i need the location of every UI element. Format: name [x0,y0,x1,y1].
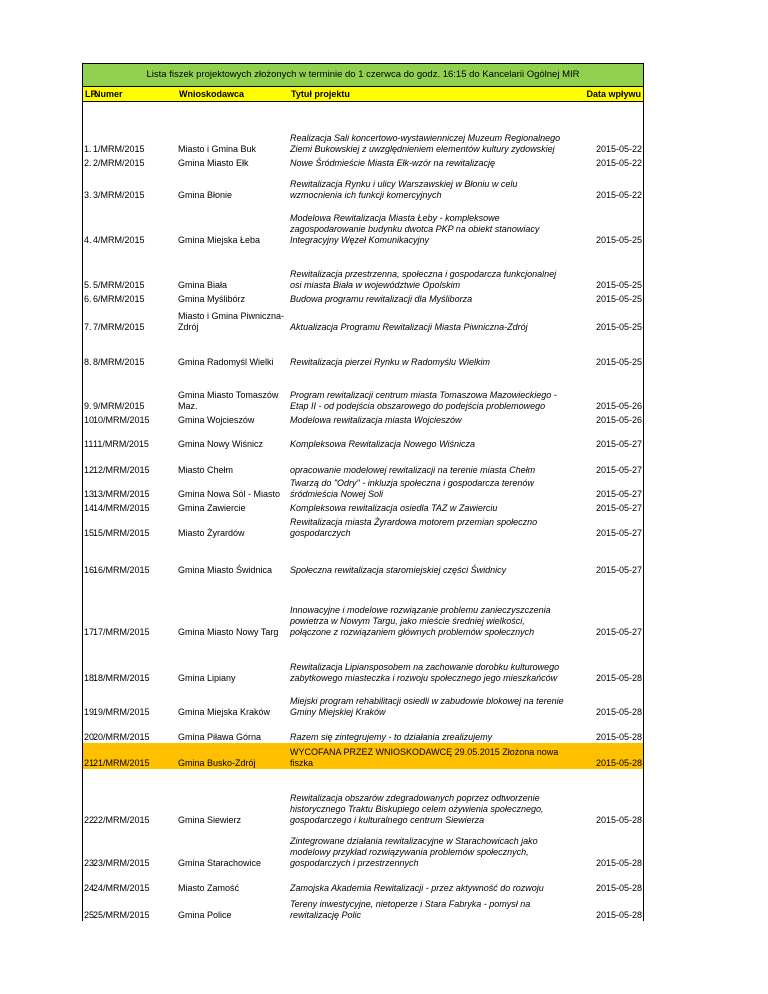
cell-data: 2015-05-25 [595,357,642,367]
cell-numer: 4/MRM/2015 [93,235,145,245]
cell-lp: 19. [84,707,97,717]
table-row [82,201,644,246]
cell-numer: 16/MRM/2015 [93,565,150,575]
cell-wnioskodawca: Gmina Miasto Nowy Targ [178,627,279,637]
table-row [82,426,644,450]
table-row [82,101,644,155]
cell-numer: 8/MRM/2015 [93,357,145,367]
cell-tytul: Twarzą do "Odry" - inkluzja społeczna i gospodarcza terenów śródmieścia Nowej Soli [290,478,534,499]
cell-data: 2015-05-25 [595,280,642,290]
table-row [82,743,644,769]
cell-wnioskodawca: Gmina Nowa Sól - Miasto [178,489,281,499]
cell-lp: 8. [84,357,92,367]
table-row [82,869,644,894]
cell-tytul: Kompleksowa Rewitalizacja Nowego Wiśnicza [290,439,475,449]
cell-tytul: Miejski program rehabilitacji osiedli w zabudowie blokowej na terenie Gminy Miejskiej Kraków [290,696,564,717]
cell-data: 2015-05-26 [595,401,642,411]
cell-lp: 10. [84,415,97,425]
table-row [82,826,644,869]
cell-data: 2015-05-26 [595,415,642,425]
cell-numer: 15/MRM/2015 [93,528,150,538]
header-data: Data wpływu [586,89,641,99]
cell-data: 2015-05-22 [595,144,642,154]
cell-lp: 3. [84,190,92,200]
cell-tytul: Rewitalizacja obszarów zdegradowanych poprzez odtworzenie historycznego Traktu Biskupiego celem ożywienia społecznego, gospodarczego i kulturalnego centrum Siewierza [290,793,544,825]
cell-data: 2015-05-25 [595,235,642,245]
cell-data: 2015-05-28 [595,815,642,825]
header-wnioskodawca: Wnioskodawca [179,89,245,99]
cell-wnioskodawca: Gmina Miasto Tomaszów Maz. [178,390,279,411]
cell-lp: 7. [84,322,92,332]
header-tytul: Tytuł projektu [291,89,350,99]
cell-data: 2015-05-22 [595,158,642,168]
cell-tytul: Modelowa rewitalizacja miasta Wojcieszów [290,415,462,425]
cell-lp: 6. [84,294,92,304]
cell-tytul: Realizacja Sali koncertowo-wystawienniczej Muzeum Regionalnego Ziemi Bukowskiej z uwzględnieniem elementów kultury zydowskiej [290,133,561,154]
cell-lp: 25. [84,910,97,920]
table-row [82,514,644,539]
cell-tytul: Rewitalizacja przestrzenna, społeczna i gospodarcza funkcjonalnej osi miasta Biała w województwie Opolskim [290,269,557,290]
cell-data: 2015-05-25 [595,322,642,332]
cell-numer: 20/MRM/2015 [93,732,150,742]
cell-lp: 21. [84,758,97,768]
cell-wnioskodawca: Gmina Miasto Świdnica [178,565,273,575]
cell-wnioskodawca: Gmina Miejska Łeba [178,235,261,245]
table-row [82,412,644,426]
table-row [82,368,644,412]
cell-lp: 23. [84,858,97,868]
cell-wnioskodawca: Miasto i Gmina Buk [178,144,257,154]
cell-wnioskodawca: Gmina Lipiany [178,673,236,683]
cell-wnioskodawca: Miasto Chełm [178,465,234,475]
cell-tytul: Rewitalizacja miasta Żyrardowa motorem przemian społeczno gospodarczych [290,517,538,538]
cell-data: 2015-05-27 [595,503,642,513]
cell-numer: 11/MRM/2015 [93,439,149,449]
cell-data: 2015-05-28 [595,858,642,868]
cell-data: 2015-05-28 [595,673,642,683]
cell-wnioskodawca: Gmina Nowy Wiśnicz [178,439,264,449]
cell-lp: 1. [84,144,92,154]
cell-numer: 25/MRM/2015 [93,910,150,920]
cell-wnioskodawca: Gmina Radomyśl Wielki [178,357,274,367]
cell-wnioskodawca: Miasto Żyrardów [178,528,245,538]
cell-data: 2015-05-27 [595,528,642,538]
cell-numer: 7/MRM/2015 [93,322,145,332]
cell-tytul: Nowe Śródmieście Miasta Ełk-wzór na rewitalizację [290,158,496,168]
cell-tytul: Modelowa Rewitalizacja Miasta Łeby - kompleksowe zagospodarowanie budynku dwotca PKP na obiekt stanowiacy Integracyjny Węzeł Komunikacyjny [290,213,540,245]
table-row [82,576,644,638]
cell-lp: 2. [84,158,92,168]
cell-numer: 9/MRM/2015 [93,401,145,411]
cell-lp: 9. [84,401,92,411]
cell-tytul: Społeczna rewitalizacja staromiejskiej części Świdnicy [290,565,507,575]
table-row [82,291,644,305]
cell-tytul: Razem się zintegrujemy - to działania zrealizujemy [290,732,493,742]
cell-numer: 14/MRM/2015 [93,503,150,513]
cell-lp: 20. [84,732,97,742]
cell-tytul: Innowacyjne i modelowe rozwiązanie problemu zanieczyszczenia powietrza w Nowym Targu, jako mieście średniej wielkości, połączone z rozwiązaniem głównych problemów społecznych [290,605,551,637]
cell-wnioskodawca: Gmina Myślibórz [178,294,246,304]
table-row [82,476,644,500]
cell-lp: 12. [84,465,97,475]
cell-lp: 15. [84,528,97,538]
cell-lp: 18. [84,673,97,683]
cell-lp: 24. [84,883,97,893]
sheet-title: Lista fiszek projektowych złożonych w terminie do 1 czerwca do godz. 16:15 do Kancelarii Ogólnej MIR [82,63,644,87]
header-lp: LP. [85,89,98,99]
cell-numer: 6/MRM/2015 [93,294,145,304]
cell-lp: 4. [84,235,92,245]
cell-wnioskodawca: Gmina Starachowice [178,858,262,868]
cell-wnioskodawca: Gmina Miasto Ełk [178,158,249,168]
cell-numer: 23/MRM/2015 [93,858,150,868]
cell-data: 2015-05-27 [595,489,642,499]
cell-tytul: Kompleksowa rewitalizacja osiedla TAZ w Zawierciu [290,503,498,513]
cell-data: 2015-05-25 [595,294,642,304]
cell-data: 2015-05-28 [595,732,642,742]
cell-tytul: opracowanie modelowej rewitalizacji na terenie miasta Chełm [290,465,536,475]
cell-lp: 16. [84,565,97,575]
cell-tytul: Aktualizacja Programu Rewitalizacji Miasta Piwniczna-Zdrój [290,322,528,332]
cell-data: 2015-05-28 [595,883,642,893]
cell-tytul: Rewitalizacja Rynku i ulicy Warszawskiej w Błoniu w celu wzmocnienia ich funkcji komercyjnych [290,179,518,200]
cell-data: 2015-05-28 [595,707,642,717]
cell-wnioskodawca: Gmina Zawiercie [178,503,246,513]
cell-wnioskodawca: Gmina Biała [178,280,228,290]
cell-numer: 1/MRM/2015 [93,144,145,154]
header-numer: Numer [94,89,123,99]
cell-wnioskodawca: Gmina Piława Górna [178,732,262,742]
cell-lp: 17. [84,627,97,637]
cell-numer: 24/MRM/2015 [93,883,150,893]
table-row [82,539,644,576]
cell-numer: 18/MRM/2015 [93,673,150,683]
cell-data: 2015-05-27 [595,439,642,449]
table-row [82,333,644,368]
cell-numer: 2/MRM/2015 [93,158,145,168]
table-row [82,718,644,743]
cell-tytul: Rewitalizacja pierzei Rynku w Radomyślu Wielkim [290,357,490,367]
cell-numer: 10/MRM/2015 [93,415,150,425]
cell-data: 2015-05-27 [595,627,642,637]
cell-numer: 5/MRM/2015 [93,280,145,290]
header-row [82,86,644,102]
cell-numer: 12/MRM/2015 [93,465,150,475]
cell-tytul: Rewitalizacja Lipiansposobem na zachowanie dorobku kulturowego zabytkowego miasteczka i rozwoju społecznego jego mieszkańców [290,662,560,683]
table-row [82,684,644,718]
table-row [82,638,644,684]
cell-data: 2015-05-27 [595,465,642,475]
cell-wnioskodawca: Gmina Miejska Kraków [178,707,271,717]
cell-data: 2015-05-28 [595,758,642,768]
cell-wnioskodawca: Gmina Wojcieszów [178,415,255,425]
table-row [82,450,644,476]
table-row [82,246,644,291]
cell-lp: 13. [84,489,97,499]
cell-wnioskodawca: Gmina Siewierz [178,815,242,825]
table-row [82,155,644,169]
cell-tytul: Budowa programu rewitalizacji dla Myśliborza [290,294,473,304]
cell-lp: 14. [84,503,97,513]
cell-numer: 17/MRM/2015 [93,627,150,637]
cell-tytul: Tereny inwestycyjne, nietoperze i Stara Fabryka - pomysł na rewitalizację Polic [290,899,531,920]
cell-wnioskodawca: Gmina Błonie [178,190,233,200]
table-row [82,169,644,201]
cell-wnioskodawca: Gmina Busko-Zdrój [178,758,256,768]
table-row [82,894,644,921]
cell-data: 2015-05-28 [595,910,642,920]
cell-wnioskodawca: Gmina Police [178,910,232,920]
table-row [82,305,644,333]
cell-tytul: Zintegrowane działania rewitalizacyjne w Starachowicach jako modelowy przykład rozwiązywania problemów społecznych, gospodarczych i przestrzennych [290,836,538,868]
cell-wnioskodawca: Miasto i Gmina Piwniczna-Zdrój [178,311,285,332]
cell-lp: 11. [84,439,96,449]
table-row [82,769,644,826]
cell-wnioskodawca: Miasto Zamość [178,883,240,893]
cell-numer: 13/MRM/2015 [93,489,150,499]
cell-numer: 19/MRM/2015 [93,707,150,717]
cell-tytul: Zamojska Akademia Rewitalizacji - przez aktywność do rozwoju [290,883,544,893]
cell-numer: 3/MRM/2015 [93,190,145,200]
cell-lp: 5. [84,280,92,290]
cell-lp: 22. [84,815,97,825]
cell-data: 2015-05-22 [595,190,642,200]
table-row [82,500,644,514]
cell-numer: 22/MRM/2015 [93,815,150,825]
cell-tytul: WYCOFANA PRZEZ WNIOSKODAWCĘ 29.05.2015 Złożona nowa fiszka [290,747,559,768]
cell-tytul: Program rewitalizacji centrum miasta Tomaszowa Mazowieckiego - Etap II - od podejścia obszarowego do podejścia problemowego [290,390,557,411]
cell-numer: 21/MRM/2015 [93,758,150,768]
cell-data: 2015-05-27 [595,565,642,575]
